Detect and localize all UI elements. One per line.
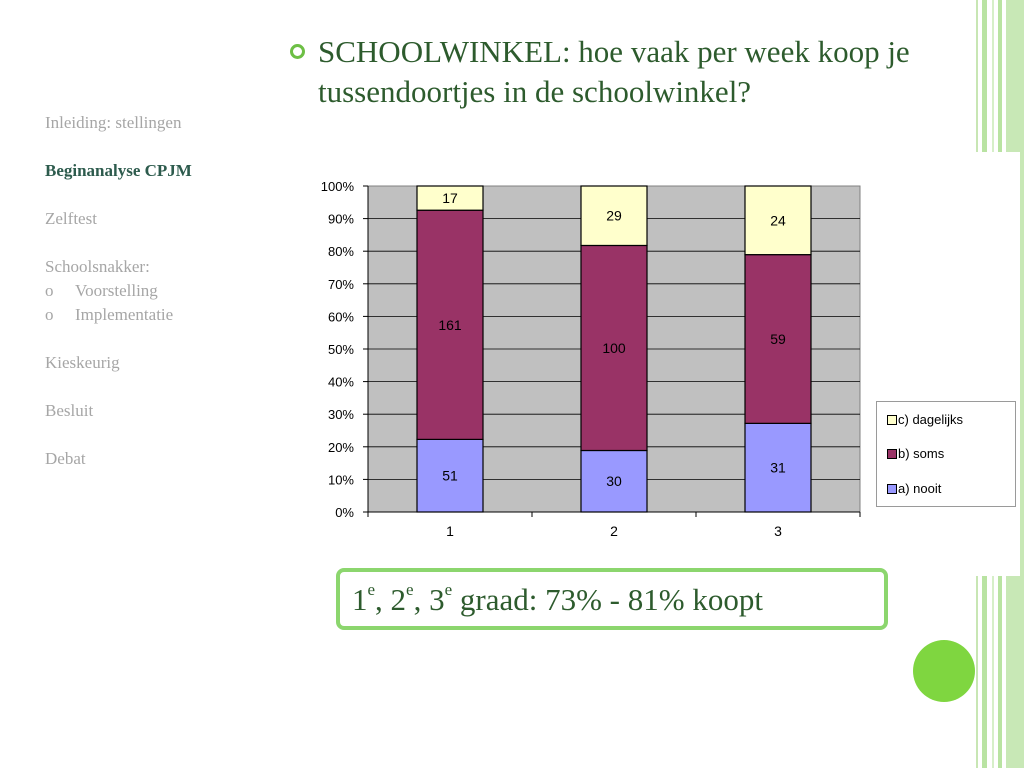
y-tick-label: 80% <box>327 244 354 260</box>
nav-subitem-label: Voorstelling <box>75 281 158 300</box>
nav-item-debat[interactable]: Debat <box>45 449 86 468</box>
slide-title: SCHOOLWINKEL: hoe vaak per week koop je tussendoortjes in de schoolwinkel? <box>318 34 910 109</box>
y-tick-label: 100% <box>320 179 354 194</box>
y-tick-label: 70% <box>327 276 354 292</box>
y-tick-label: 0% <box>335 505 354 520</box>
circle-bullet-icon: o <box>45 305 54 324</box>
nav-item-schoolsnakker[interactable]: Schoolsnakker: <box>45 257 150 276</box>
legend-swatch <box>887 449 897 459</box>
nav-subitem-label: Implementatie <box>75 305 174 324</box>
nav-item-kieskeurig[interactable]: Kieskeurig <box>45 353 120 372</box>
nav-item-zelftest[interactable]: Zelftest <box>45 209 97 228</box>
summary-callout <box>336 568 888 630</box>
y-tick-label: 60% <box>327 309 354 325</box>
x-tick-label: 3 <box>774 523 782 539</box>
data-label: 51 <box>442 467 458 484</box>
y-tick-label: 50% <box>327 342 354 357</box>
legend-swatch <box>887 415 897 425</box>
nav-item-inleiding[interactable]: Inleiding: stellingen <box>45 113 182 132</box>
legend-label: b) soms <box>898 446 945 461</box>
legend-label: c) dagelijks <box>898 412 964 427</box>
y-tick-label: 40% <box>327 374 354 390</box>
y-tick-label: 10% <box>327 472 354 488</box>
nav-item-besluit[interactable]: Besluit <box>45 401 94 420</box>
legend-swatch <box>887 484 897 494</box>
legend-label: a) nooit <box>898 481 942 496</box>
data-label: 31 <box>770 459 786 476</box>
chart-legend <box>876 401 1016 507</box>
data-label: 29 <box>606 207 622 224</box>
data-label: 161 <box>438 316 462 333</box>
y-tick-label: 30% <box>327 407 354 423</box>
y-tick-label: 20% <box>327 439 354 455</box>
data-label: 30 <box>606 473 622 490</box>
nav-item-beginanalyse[interactable]: Beginanalyse CPJM <box>45 161 192 180</box>
summary-text: 1e, 2e, 3e graad: 73% - 81% koopt <box>352 580 763 617</box>
decorative-green-circle <box>913 640 975 702</box>
y-tick-label: 90% <box>327 211 354 227</box>
circle-bullet-icon: o <box>45 281 54 300</box>
data-label: 24 <box>770 212 786 229</box>
x-tick-label: 1 <box>446 523 454 539</box>
data-label: 100 <box>602 339 626 356</box>
data-label: 59 <box>770 330 786 347</box>
x-tick-label: 2 <box>610 523 618 539</box>
data-label: 17 <box>442 190 458 207</box>
